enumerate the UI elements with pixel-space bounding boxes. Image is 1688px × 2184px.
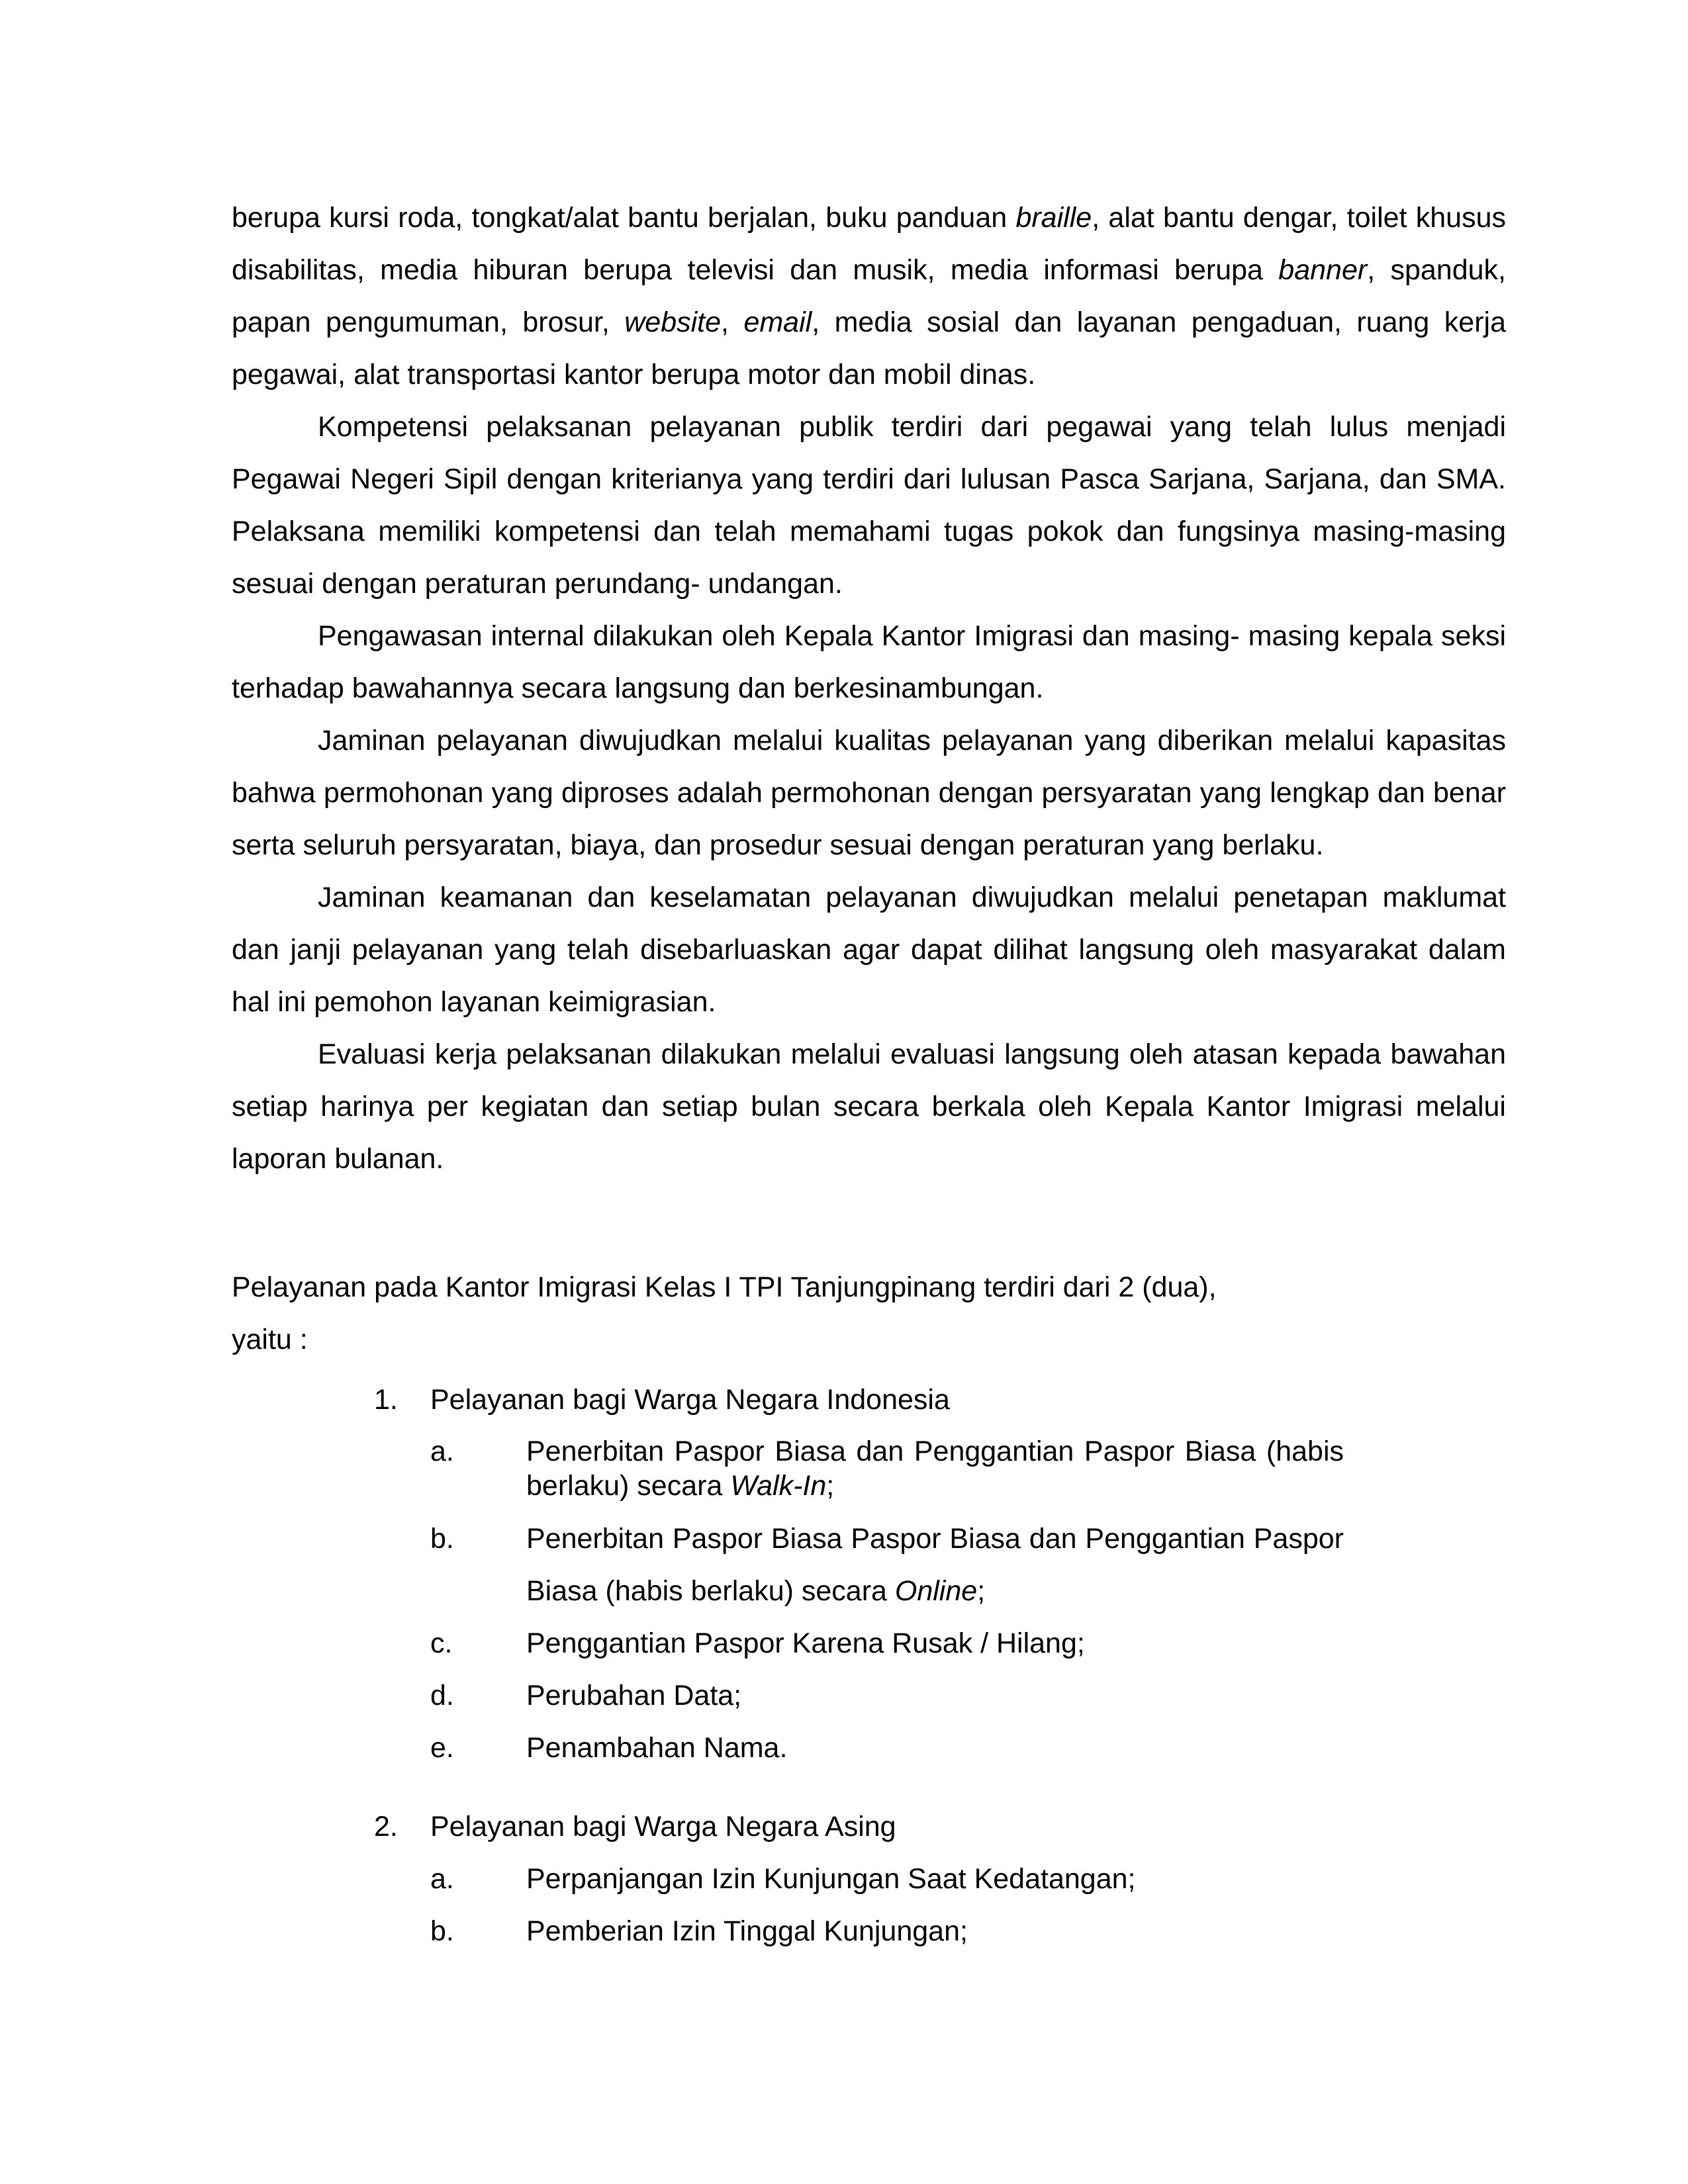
list-group-label: Pelayanan bagi Warga Negara Asing xyxy=(430,1811,896,1843)
list-item-text: Pemberian Izin Tinggal Kunjungan; xyxy=(526,1915,968,1947)
italic-term: Walk-In xyxy=(730,1470,827,1502)
list-letter: e. xyxy=(430,1732,454,1764)
text-run: , spanduk, papan pengumuman, brosur, xyxy=(232,254,1506,338)
list-item-text: Perubahan Data; xyxy=(526,1680,742,1711)
list-letter: c. xyxy=(430,1627,453,1659)
italic-term: Online xyxy=(894,1575,978,1607)
list-item-text: Penggantian Paspor Karena Rusak / Hilang; xyxy=(526,1627,1085,1659)
text-run: ; xyxy=(977,1575,986,1607)
list-item xyxy=(232,1670,1506,1722)
list-item xyxy=(232,1905,1506,1958)
intro-line: Pelayanan pada Kantor Imigrasi Kelas I TPI Tanjungpinang terdiri dari 2 (dua), xyxy=(232,1271,1217,1303)
paragraph-facilities xyxy=(232,192,1506,401)
italic-term: banner xyxy=(1278,254,1368,286)
text-run: , media sosial dan layanan pengaduan, ruang kerja pegawai, alat transportasi kantor berupa motor dan mobil dinas. xyxy=(232,306,1506,390)
text-run: ; xyxy=(826,1470,835,1502)
service-list xyxy=(232,1374,1506,1958)
list-group-title xyxy=(232,1374,1506,1426)
paragraph-service-guarantee: Jaminan pelayanan diwujudkan melalui kualitas pelayanan yang diberikan melalui kapasitas bahwa permohonan yang diproses adalah permohonan dengan persyaratan yang lengkap dan benar serta seluruh persyaratan, biaya, dan prosedur sesuai dengan peraturan yang berlaku. xyxy=(232,725,1506,861)
list-number: 2. xyxy=(374,1811,398,1843)
italic-term: website xyxy=(624,306,722,338)
text-run: , alat bantu dengar, toilet khusus disabilitas, media hiburan berupa televisi dan musik, media informasi berupa xyxy=(232,202,1506,286)
list-item-text xyxy=(526,1434,1344,1503)
list-letter: b. xyxy=(430,1915,454,1947)
list-item-text: Penambahan Nama. xyxy=(526,1732,788,1764)
list-item-text: Perpanjangan Izin Kunjungan Saat Kedatangan; xyxy=(526,1863,1136,1895)
list-number: 1. xyxy=(374,1384,398,1416)
list-group-label: Pelayanan bagi Warga Negara Indonesia xyxy=(430,1384,950,1416)
text-run: Penerbitan Paspor Biasa Paspor Biasa dan Penggantian Paspor Biasa (habis berlaku) secara xyxy=(526,1523,1344,1607)
list-letter: a. xyxy=(430,1863,454,1895)
list-item xyxy=(232,1853,1506,1905)
paragraph-supervision: Pengawasan internal dilakukan oleh Kepala Kantor Imigrasi dan masing- masing kepala seksi terhadap bawahannya secara langsung dan berkesinambungan. xyxy=(232,620,1506,704)
intro-line: yaitu : xyxy=(232,1324,308,1355)
text-run: Penerbitan Paspor Biasa dan Penggantian Paspor Biasa (habis berlaku) secara xyxy=(526,1435,1344,1502)
italic-term: email xyxy=(743,306,812,338)
italic-term: braille xyxy=(1015,202,1092,234)
list-item xyxy=(232,1513,1506,1617)
list-item-text xyxy=(526,1513,1344,1617)
list-letter: b. xyxy=(430,1523,454,1555)
list-spacer xyxy=(232,1774,1506,1801)
paragraph-evaluation: Evaluasi kerja pelaksanan dilakukan melalui evaluasi langsung oleh atasan kepada bawahan setiap harinya per kegiatan dan setiap bulan secara berkala oleh Kepala Kantor Imigrasi melalui laporan bulanan. xyxy=(232,1038,1506,1175)
list-group-title xyxy=(232,1801,1506,1853)
list-item xyxy=(232,1426,1506,1513)
list-letter: a. xyxy=(430,1435,454,1467)
paragraph-competence: Kompetensi pelaksanan pelayanan publik terdiri dari pegawai yang telah lulus menjadi Pegawai Negeri Sipil dengan kriterianya yang terdiri dari lulusan Pasca Sarjana, Sarjana, dan SMA. Pelaksana memiliki kompetensi dan telah memahami tugas pokok dan fungsinya masing-masing sesuai dengan peraturan perundang- undangan. xyxy=(232,411,1506,600)
list-item xyxy=(232,1722,1506,1774)
paragraph-security-guarantee: Jaminan keamanan dan keselamatan pelayanan diwujudkan melalui penetapan maklumat dan janji pelayanan yang telah disebarluaskan agar dapat dilihat langsung oleh masyarakat dalam hal ini pemohon layanan keimigrasian. xyxy=(232,882,1506,1018)
text-run: , xyxy=(721,306,744,338)
list-letter: d. xyxy=(430,1680,454,1711)
document-page xyxy=(232,192,1506,1958)
text-run: berupa kursi roda, tongkat/alat bantu berjalan, buku panduan xyxy=(232,202,1016,234)
list-item xyxy=(232,1617,1506,1670)
